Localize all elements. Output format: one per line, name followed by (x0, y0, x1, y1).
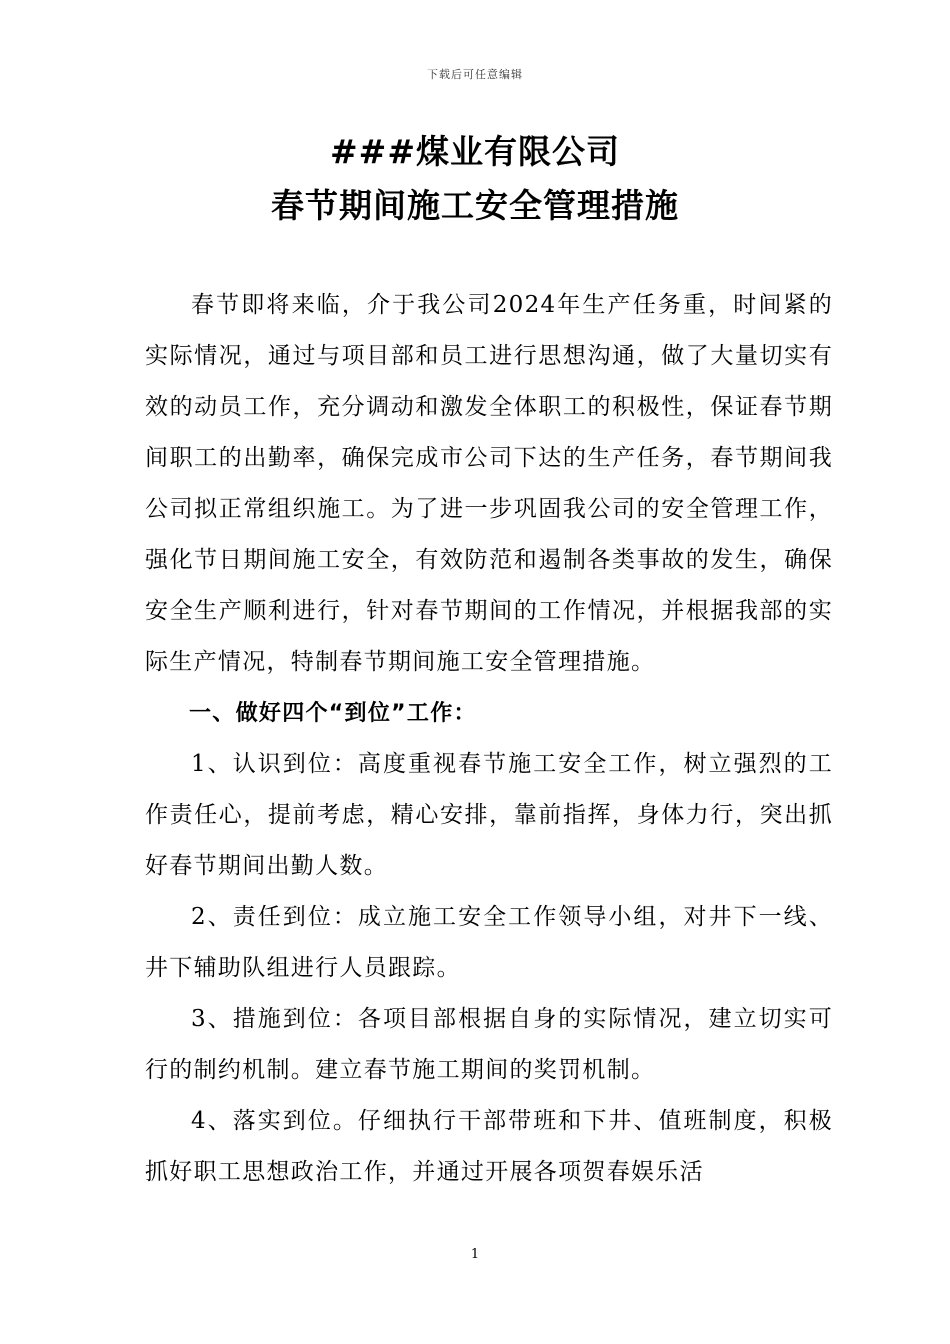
header-note: 下载后可任意编辑 (427, 68, 523, 81)
item-paragraph-4: 4、落实到位。仔细执行干部带班和下井、值班制度，积极抓好职工思想政治工作，并通过开展各项贺春娱乐活 (145, 1108, 833, 1185)
page-number: 1 (470, 1247, 480, 1262)
item-paragraph-3: 3、措施到位：各项目部根据自身的实际情况，建立切实可行的制约机制。建立春节施工期间的奖罚机制。 (145, 1006, 833, 1083)
item-paragraph-2: 2、责任到位：成立施工安全工作领导小组，对井下一线、井下辅助队组进行人员跟踪。 (145, 904, 833, 981)
document-body (145, 280, 833, 1198)
item-paragraph-1: 1、认识到位：高度重视春节施工安全工作，树立强烈的工作责任心，提前考虑，精心安排，靠前指挥，身体力行，突出抓好春节期间出勤人数。 (145, 751, 833, 879)
document-title: 春节期间施工安全管理措施 (271, 186, 679, 225)
section-heading: 一、做好四个“到位”工作： (189, 701, 477, 726)
company-title: ###煤业有限公司 (330, 132, 620, 171)
intro-paragraph: 春节即将来临，介于我公司2024年生产任务重，时间紧的实际情况，通过与项目部和员工进行思想沟通，做了大量切实有效的动员工作，充分调动和激发全体职工的积极性，保证春节期间职工的出勤率，确保完成市公司下达的生产任务，春节期间我公司拟正常组织施工。为了进一步巩固我公司的安全管理工作，强化节日期间施工安全，有效防范和遏制各类事故的发生，确保安全生产顺利进行，针对春节期间的工作情况，并根据我部的实际生产情况，特制春节期间施工安全管理措施。 (145, 292, 833, 675)
